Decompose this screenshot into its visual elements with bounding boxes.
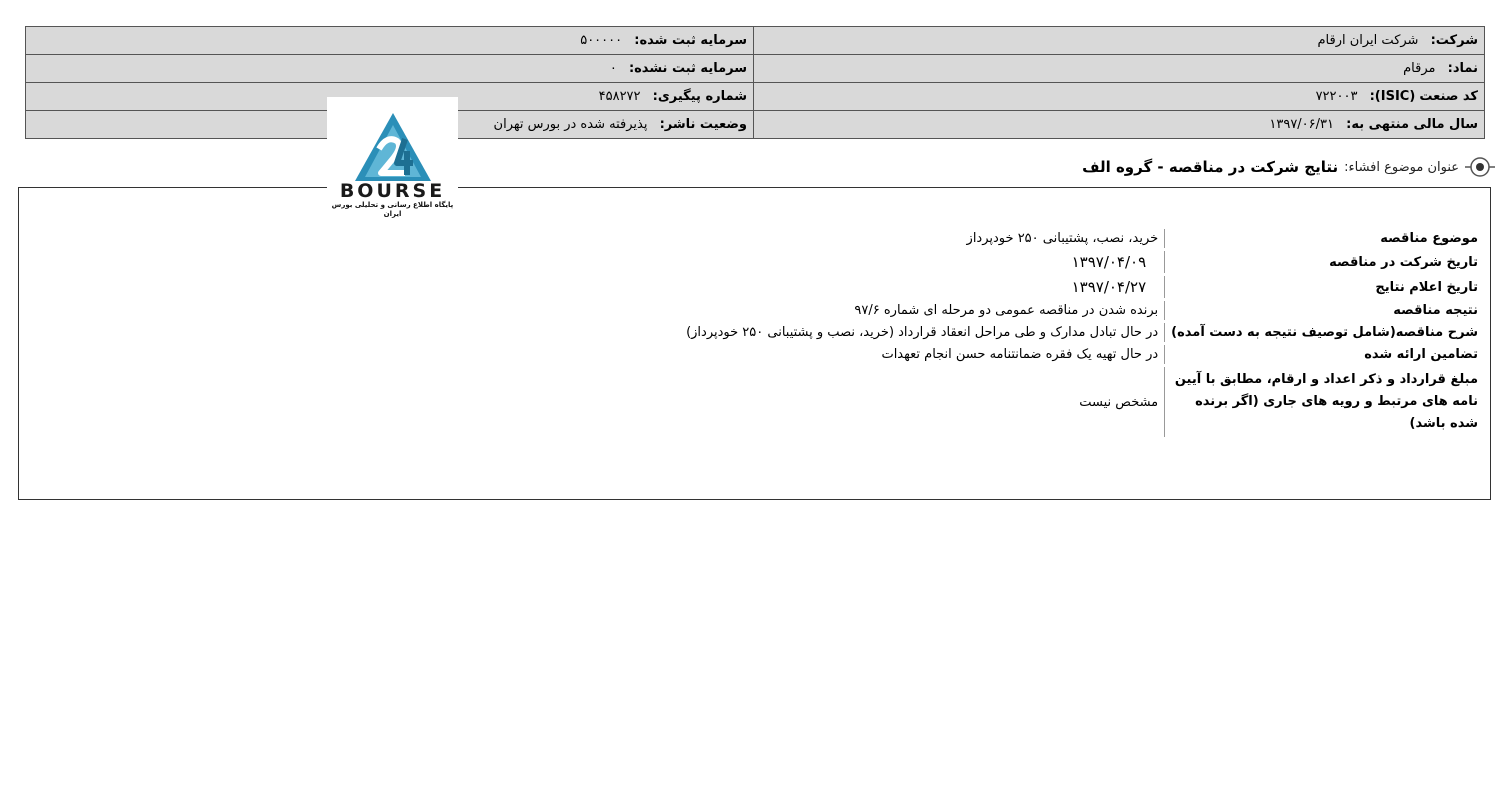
- logo-triangle-icon: [353, 111, 433, 183]
- contract-amount-label: مبلغ قرارداد و ذکر اعداد و ارقام، مطابق با آیین نامه های مرتبط و رویه های جاری (اگر برنده شده باشد): [1164, 367, 1484, 437]
- unregistered-capital-value: ۰: [609, 61, 617, 76]
- unregistered-capital-cell: [26, 55, 754, 83]
- tender-subject-label: موضوع مناقصه: [1164, 229, 1484, 248]
- contract-amount-value: مشخص نیست: [1079, 394, 1159, 410]
- fiscal-year-cell: [754, 111, 1485, 139]
- symbol-label: نماد:: [1447, 61, 1478, 76]
- participation-date-label: تاریخ شرکت در مناقصه: [1164, 251, 1484, 273]
- detail-row: [680, 367, 1484, 437]
- registered-capital-cell: [26, 27, 754, 55]
- detail-row: [680, 251, 1484, 273]
- subject-label: عنوان موضوع افشاء:: [1344, 159, 1459, 175]
- info-row: [26, 111, 1485, 139]
- info-row: [26, 27, 1485, 55]
- guarantees-label: تضامین ارائه شده: [1164, 345, 1484, 364]
- info-row: [26, 55, 1485, 83]
- isic-value: ۷۲۲۰۰۳: [1315, 89, 1358, 104]
- registered-capital-label: سرمایه ثبت شده:: [634, 33, 747, 48]
- detail-row: [680, 301, 1484, 320]
- results-date-label: تاریخ اعلام نتایج: [1164, 276, 1484, 298]
- subject-title: نتایج شرکت در مناقصه - گروه الف: [1082, 158, 1339, 176]
- results-date-value: ۱۳۹۷/۰۴/۲۷: [1071, 278, 1147, 296]
- company-info-table: [25, 26, 1485, 139]
- tender-details-box: [18, 187, 1491, 500]
- unregistered-capital-label: سرمایه ثبت نشده:: [628, 61, 747, 76]
- company-value: شرکت ایران ارقام: [1317, 33, 1419, 48]
- publisher-status-value: پذیرفته شده در بورس تهران: [493, 117, 648, 132]
- isic-label: کد صنعت: [1419, 89, 1478, 104]
- tracking-label: شماره پیگیری:: [652, 89, 747, 104]
- fiscal-year-label: سال مالی منتهی به:: [1346, 117, 1478, 132]
- isic-code-label: (ISIC):: [1369, 89, 1416, 104]
- detail-row: [680, 345, 1484, 364]
- participation-date-value: ۱۳۹۷/۰۴/۰۹: [1071, 253, 1147, 271]
- tender-subject-value: خرید، نصب، پشتیبانی ۲۵۰ خودپرداز: [966, 231, 1159, 246]
- company-label: شرکت:: [1430, 33, 1478, 48]
- symbol-value: مرقام: [1403, 61, 1436, 76]
- bourse24-logo: [327, 97, 458, 222]
- publisher-status-label: وضعیت ناشر:: [659, 117, 747, 132]
- tender-details-table: [680, 226, 1484, 440]
- tender-result-label: نتیجه مناقصه: [1164, 301, 1484, 320]
- company-cell: [754, 27, 1485, 55]
- logo-subtitle: پایگاه اطلاع رسانی و تحلیلی بورس ایران: [331, 201, 454, 218]
- tender-description-label: شرح مناقصه(شامل توصیف نتیجه به دست آمده): [1164, 323, 1484, 342]
- registered-capital-value: ۵۰۰۰۰۰: [580, 33, 623, 48]
- logo-word: BOURSE: [339, 180, 446, 202]
- detail-row: [680, 323, 1484, 342]
- info-row: [26, 83, 1485, 111]
- detail-row: [680, 229, 1484, 248]
- detail-row: [680, 276, 1484, 298]
- disclosure-subject: [1082, 152, 1495, 182]
- tracking-value: ۴۵۸۲۷۲: [598, 89, 641, 104]
- target-bullet-icon: [1465, 152, 1495, 182]
- tender-description-value: در حال تبادل مدارک و طی مراحل انعقاد قرارداد (خرید، نصب و پشتیبانی ۲۵۰ خودپرداز): [686, 325, 1159, 340]
- tender-result-value: برنده شدن در مناقصه عمومی دو مرحله ای شماره ۹۷/۶: [854, 303, 1159, 318]
- symbol-cell: [754, 55, 1485, 83]
- guarantees-value: در حال تهیه یک فقره ضمانتنامه حسن انجام تعهدات: [881, 347, 1159, 362]
- isic-cell: [754, 83, 1485, 111]
- fiscal-year-value: ۱۳۹۷/۰۶/۳۱: [1269, 117, 1334, 132]
